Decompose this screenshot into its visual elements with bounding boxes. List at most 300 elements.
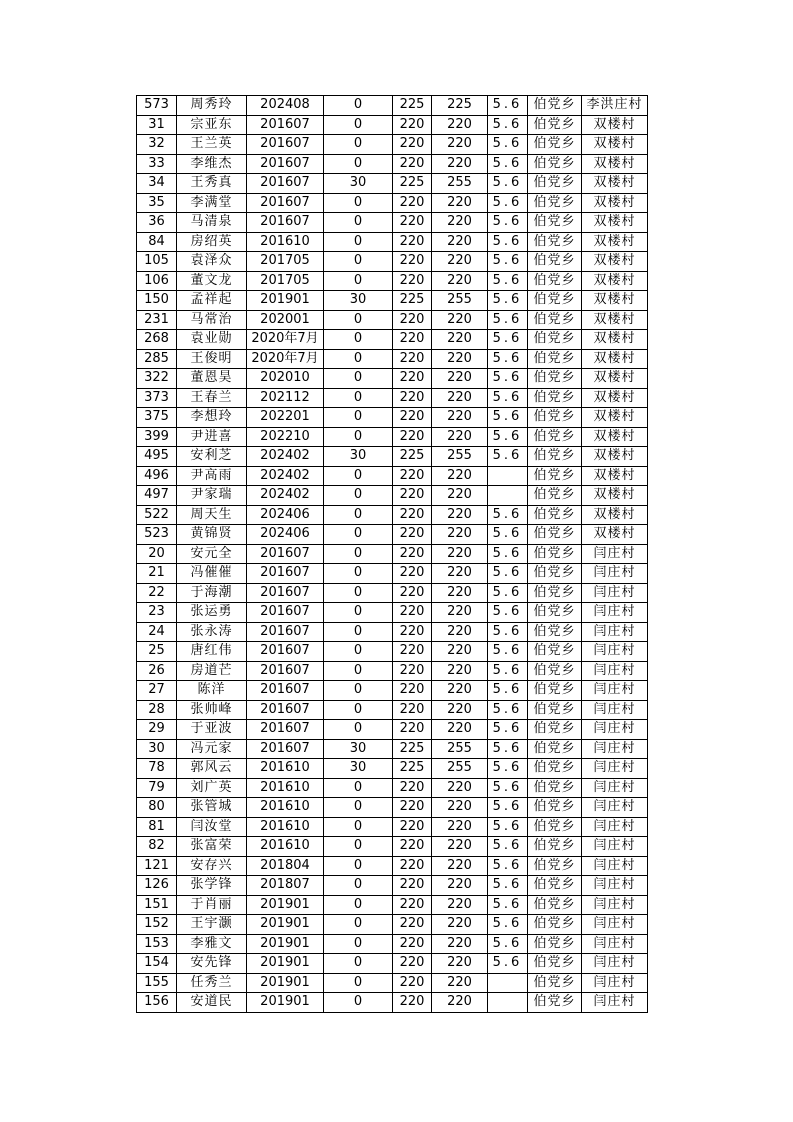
total-amount: 220 bbox=[432, 427, 488, 447]
row-number: 36 bbox=[137, 213, 177, 233]
township-name: 伯党乡 bbox=[528, 291, 582, 311]
row-number: 285 bbox=[137, 349, 177, 369]
row-number: 35 bbox=[137, 193, 177, 213]
start-date: 201607 bbox=[247, 642, 324, 662]
start-date: 202112 bbox=[247, 388, 324, 408]
village-name: 闫庄村 bbox=[582, 661, 648, 681]
supplement-amount: 0 bbox=[324, 271, 393, 291]
person-name: 李雅文 bbox=[177, 934, 247, 954]
start-date: 2020年7月 bbox=[247, 330, 324, 350]
rate-value: 5.6 bbox=[488, 954, 528, 974]
row-number: 375 bbox=[137, 408, 177, 428]
township-name: 伯党乡 bbox=[528, 642, 582, 662]
start-date: 201607 bbox=[247, 739, 324, 759]
person-name: 袁业勋 bbox=[177, 330, 247, 350]
township-name: 伯党乡 bbox=[528, 330, 582, 350]
start-date: 202408 bbox=[247, 96, 324, 116]
rate-value: 5.6 bbox=[488, 700, 528, 720]
total-amount: 220 bbox=[432, 115, 488, 135]
base-amount: 220 bbox=[393, 661, 432, 681]
row-number: 24 bbox=[137, 622, 177, 642]
township-name: 伯党乡 bbox=[528, 369, 582, 389]
person-name: 任秀兰 bbox=[177, 973, 247, 993]
rate-value: 5.6 bbox=[488, 837, 528, 857]
table-row bbox=[137, 96, 648, 116]
base-amount: 220 bbox=[393, 778, 432, 798]
township-name: 伯党乡 bbox=[528, 778, 582, 798]
village-name: 闫庄村 bbox=[582, 759, 648, 779]
start-date: 202210 bbox=[247, 427, 324, 447]
township-name: 伯党乡 bbox=[528, 408, 582, 428]
start-date: 202201 bbox=[247, 408, 324, 428]
base-amount: 220 bbox=[393, 388, 432, 408]
supplement-amount: 30 bbox=[324, 759, 393, 779]
row-number: 322 bbox=[137, 369, 177, 389]
row-number: 268 bbox=[137, 330, 177, 350]
township-name: 伯党乡 bbox=[528, 661, 582, 681]
row-number: 155 bbox=[137, 973, 177, 993]
rate-value: 5.6 bbox=[488, 778, 528, 798]
supplement-amount: 0 bbox=[324, 642, 393, 662]
total-amount: 220 bbox=[432, 330, 488, 350]
total-amount: 220 bbox=[432, 603, 488, 623]
village-name: 双楼村 bbox=[582, 291, 648, 311]
start-date: 201610 bbox=[247, 837, 324, 857]
person-name: 安元全 bbox=[177, 544, 247, 564]
person-name: 冯元家 bbox=[177, 739, 247, 759]
person-name: 尹高雨 bbox=[177, 466, 247, 486]
rate-value: 5.6 bbox=[488, 661, 528, 681]
person-name: 周天生 bbox=[177, 505, 247, 525]
start-date: 201607 bbox=[247, 174, 324, 194]
village-name: 双楼村 bbox=[582, 388, 648, 408]
person-name: 王宇灏 bbox=[177, 915, 247, 935]
table-row bbox=[137, 661, 648, 681]
township-name: 伯党乡 bbox=[528, 232, 582, 252]
township-name: 伯党乡 bbox=[528, 252, 582, 272]
row-number: 150 bbox=[137, 291, 177, 311]
supplement-amount: 0 bbox=[324, 798, 393, 818]
rate-value: 5.6 bbox=[488, 759, 528, 779]
base-amount: 225 bbox=[393, 174, 432, 194]
village-name: 闫庄村 bbox=[582, 837, 648, 857]
township-name: 伯党乡 bbox=[528, 466, 582, 486]
start-date: 201901 bbox=[247, 993, 324, 1013]
total-amount: 220 bbox=[432, 817, 488, 837]
row-number: 27 bbox=[137, 681, 177, 701]
village-name: 闫庄村 bbox=[582, 720, 648, 740]
supplement-amount: 0 bbox=[324, 349, 393, 369]
supplement-amount: 0 bbox=[324, 252, 393, 272]
township-name: 伯党乡 bbox=[528, 583, 582, 603]
township-name: 伯党乡 bbox=[528, 817, 582, 837]
base-amount: 220 bbox=[393, 213, 432, 233]
row-number: 106 bbox=[137, 271, 177, 291]
row-number: 573 bbox=[137, 96, 177, 116]
row-number: 82 bbox=[137, 837, 177, 857]
base-amount: 220 bbox=[393, 876, 432, 896]
supplement-amount: 0 bbox=[324, 603, 393, 623]
start-date: 201901 bbox=[247, 915, 324, 935]
total-amount: 220 bbox=[432, 837, 488, 857]
supplement-amount: 0 bbox=[324, 856, 393, 876]
base-amount: 225 bbox=[393, 291, 432, 311]
total-amount: 220 bbox=[432, 408, 488, 428]
supplement-amount: 0 bbox=[324, 817, 393, 837]
person-name: 于海潮 bbox=[177, 583, 247, 603]
start-date: 201607 bbox=[247, 135, 324, 155]
rate-value: 5.6 bbox=[488, 642, 528, 662]
village-name: 双楼村 bbox=[582, 427, 648, 447]
base-amount: 220 bbox=[393, 135, 432, 155]
base-amount: 220 bbox=[393, 427, 432, 447]
row-number: 78 bbox=[137, 759, 177, 779]
base-amount: 220 bbox=[393, 252, 432, 272]
row-number: 29 bbox=[137, 720, 177, 740]
rate-value: 5.6 bbox=[488, 310, 528, 330]
person-name: 闫汝堂 bbox=[177, 817, 247, 837]
base-amount: 220 bbox=[393, 798, 432, 818]
village-name: 闫庄村 bbox=[582, 973, 648, 993]
total-amount: 255 bbox=[432, 759, 488, 779]
base-amount: 225 bbox=[393, 447, 432, 467]
supplement-amount: 0 bbox=[324, 408, 393, 428]
row-number: 20 bbox=[137, 544, 177, 564]
start-date: 201607 bbox=[247, 564, 324, 584]
start-date: 201607 bbox=[247, 115, 324, 135]
start-date: 202406 bbox=[247, 505, 324, 525]
person-name: 安先锋 bbox=[177, 954, 247, 974]
supplement-amount: 0 bbox=[324, 115, 393, 135]
base-amount: 220 bbox=[393, 271, 432, 291]
row-number: 30 bbox=[137, 739, 177, 759]
village-name: 闫庄村 bbox=[582, 778, 648, 798]
person-name: 王秀真 bbox=[177, 174, 247, 194]
rate-value: 5.6 bbox=[488, 544, 528, 564]
row-number: 154 bbox=[137, 954, 177, 974]
table-row bbox=[137, 154, 648, 174]
row-number: 105 bbox=[137, 252, 177, 272]
table-row bbox=[137, 700, 648, 720]
total-amount: 220 bbox=[432, 973, 488, 993]
village-name: 闫庄村 bbox=[582, 681, 648, 701]
rate-value: 5.6 bbox=[488, 408, 528, 428]
start-date: 201607 bbox=[247, 583, 324, 603]
township-name: 伯党乡 bbox=[528, 174, 582, 194]
township-name: 伯党乡 bbox=[528, 700, 582, 720]
supplement-amount: 30 bbox=[324, 174, 393, 194]
start-date: 201607 bbox=[247, 603, 324, 623]
township-name: 伯党乡 bbox=[528, 876, 582, 896]
base-amount: 220 bbox=[393, 544, 432, 564]
village-name: 闫庄村 bbox=[582, 895, 648, 915]
table-row bbox=[137, 642, 648, 662]
table-row bbox=[137, 252, 648, 272]
base-amount: 220 bbox=[393, 954, 432, 974]
row-number: 523 bbox=[137, 525, 177, 545]
table-row bbox=[137, 622, 648, 642]
start-date: 202402 bbox=[247, 466, 324, 486]
start-date: 201901 bbox=[247, 895, 324, 915]
total-amount: 220 bbox=[432, 583, 488, 603]
township-name: 伯党乡 bbox=[528, 213, 582, 233]
supplement-amount: 0 bbox=[324, 720, 393, 740]
base-amount: 225 bbox=[393, 759, 432, 779]
person-name: 张富荣 bbox=[177, 837, 247, 857]
person-name: 马常治 bbox=[177, 310, 247, 330]
rate-value: 5.6 bbox=[488, 447, 528, 467]
rate-value bbox=[488, 973, 528, 993]
row-number: 81 bbox=[137, 817, 177, 837]
table-row bbox=[137, 115, 648, 135]
village-name: 双楼村 bbox=[582, 271, 648, 291]
township-name: 伯党乡 bbox=[528, 856, 582, 876]
row-number: 156 bbox=[137, 993, 177, 1013]
township-name: 伯党乡 bbox=[528, 544, 582, 564]
person-name: 唐红伟 bbox=[177, 642, 247, 662]
rate-value bbox=[488, 466, 528, 486]
rate-value: 5.6 bbox=[488, 96, 528, 116]
table-row bbox=[137, 564, 648, 584]
person-name: 房道芒 bbox=[177, 661, 247, 681]
base-amount: 220 bbox=[393, 973, 432, 993]
village-name: 闫庄村 bbox=[582, 876, 648, 896]
rate-value: 5.6 bbox=[488, 115, 528, 135]
total-amount: 220 bbox=[432, 369, 488, 389]
person-name: 张帅峰 bbox=[177, 700, 247, 720]
person-name: 王兰英 bbox=[177, 135, 247, 155]
person-name: 于肖丽 bbox=[177, 895, 247, 915]
person-name: 李维杰 bbox=[177, 154, 247, 174]
village-name: 李洪庄村 bbox=[582, 96, 648, 116]
total-amount: 220 bbox=[432, 798, 488, 818]
village-name: 闫庄村 bbox=[582, 564, 648, 584]
base-amount: 220 bbox=[393, 817, 432, 837]
total-amount: 220 bbox=[432, 466, 488, 486]
person-name: 于亚波 bbox=[177, 720, 247, 740]
table-row bbox=[137, 427, 648, 447]
rate-value: 5.6 bbox=[488, 564, 528, 584]
supplement-amount: 0 bbox=[324, 213, 393, 233]
total-amount: 220 bbox=[432, 486, 488, 506]
total-amount: 220 bbox=[432, 544, 488, 564]
table-row bbox=[137, 603, 648, 623]
supplement-amount: 0 bbox=[324, 525, 393, 545]
base-amount: 220 bbox=[393, 915, 432, 935]
start-date: 201705 bbox=[247, 252, 324, 272]
row-number: 79 bbox=[137, 778, 177, 798]
village-name: 双楼村 bbox=[582, 486, 648, 506]
supplement-amount: 0 bbox=[324, 681, 393, 701]
total-amount: 220 bbox=[432, 232, 488, 252]
row-number: 34 bbox=[137, 174, 177, 194]
village-name: 双楼村 bbox=[582, 505, 648, 525]
rate-value: 5.6 bbox=[488, 369, 528, 389]
base-amount: 220 bbox=[393, 583, 432, 603]
rate-value: 5.6 bbox=[488, 213, 528, 233]
township-name: 伯党乡 bbox=[528, 96, 582, 116]
township-name: 伯党乡 bbox=[528, 154, 582, 174]
village-name: 闫庄村 bbox=[582, 544, 648, 564]
supplement-amount: 0 bbox=[324, 193, 393, 213]
base-amount: 220 bbox=[393, 232, 432, 252]
supplement-amount: 0 bbox=[324, 135, 393, 155]
table-row bbox=[137, 973, 648, 993]
base-amount: 220 bbox=[393, 564, 432, 584]
rate-value: 5.6 bbox=[488, 193, 528, 213]
start-date: 201607 bbox=[247, 213, 324, 233]
row-number: 496 bbox=[137, 466, 177, 486]
table-row bbox=[137, 915, 648, 935]
base-amount: 220 bbox=[393, 720, 432, 740]
village-name: 双楼村 bbox=[582, 349, 648, 369]
table-row bbox=[137, 349, 648, 369]
base-amount: 220 bbox=[393, 603, 432, 623]
supplement-amount: 0 bbox=[324, 427, 393, 447]
supplement-amount: 0 bbox=[324, 388, 393, 408]
start-date: 201807 bbox=[247, 876, 324, 896]
rate-value: 5.6 bbox=[488, 135, 528, 155]
rate-value: 5.6 bbox=[488, 895, 528, 915]
row-number: 26 bbox=[137, 661, 177, 681]
table-row bbox=[137, 193, 648, 213]
total-amount: 220 bbox=[432, 778, 488, 798]
township-name: 伯党乡 bbox=[528, 681, 582, 701]
table-row bbox=[137, 388, 648, 408]
village-name: 双楼村 bbox=[582, 193, 648, 213]
total-amount: 220 bbox=[432, 876, 488, 896]
table-row bbox=[137, 895, 648, 915]
table-row bbox=[137, 544, 648, 564]
village-name: 闫庄村 bbox=[582, 642, 648, 662]
supplement-amount: 0 bbox=[324, 583, 393, 603]
supplement-amount: 0 bbox=[324, 544, 393, 564]
township-name: 伯党乡 bbox=[528, 739, 582, 759]
village-name: 双楼村 bbox=[582, 115, 648, 135]
person-name: 孟祥起 bbox=[177, 291, 247, 311]
table-row bbox=[137, 739, 648, 759]
total-amount: 255 bbox=[432, 174, 488, 194]
person-name: 张永涛 bbox=[177, 622, 247, 642]
village-name: 闫庄村 bbox=[582, 583, 648, 603]
table-row bbox=[137, 837, 648, 857]
person-name: 董文龙 bbox=[177, 271, 247, 291]
row-number: 33 bbox=[137, 154, 177, 174]
township-name: 伯党乡 bbox=[528, 447, 582, 467]
table-row bbox=[137, 954, 648, 974]
village-name: 双楼村 bbox=[582, 174, 648, 194]
township-name: 伯党乡 bbox=[528, 934, 582, 954]
supplement-amount: 0 bbox=[324, 700, 393, 720]
total-amount: 220 bbox=[432, 564, 488, 584]
start-date: 201607 bbox=[247, 661, 324, 681]
base-amount: 225 bbox=[393, 739, 432, 759]
rate-value: 5.6 bbox=[488, 154, 528, 174]
township-name: 伯党乡 bbox=[528, 622, 582, 642]
supplement-amount: 0 bbox=[324, 310, 393, 330]
start-date: 201607 bbox=[247, 622, 324, 642]
township-name: 伯党乡 bbox=[528, 993, 582, 1013]
start-date: 201901 bbox=[247, 954, 324, 974]
table-row bbox=[137, 466, 648, 486]
person-name: 房绍英 bbox=[177, 232, 247, 252]
start-date: 201607 bbox=[247, 700, 324, 720]
base-amount: 220 bbox=[393, 993, 432, 1013]
table-row bbox=[137, 486, 648, 506]
supplement-amount: 0 bbox=[324, 369, 393, 389]
total-amount: 220 bbox=[432, 135, 488, 155]
total-amount: 255 bbox=[432, 291, 488, 311]
person-name: 李满堂 bbox=[177, 193, 247, 213]
supplement-amount: 0 bbox=[324, 622, 393, 642]
table-row bbox=[137, 583, 648, 603]
supplement-amount: 0 bbox=[324, 934, 393, 954]
row-number: 28 bbox=[137, 700, 177, 720]
data-table bbox=[136, 95, 648, 1013]
table-row bbox=[137, 291, 648, 311]
start-date: 202001 bbox=[247, 310, 324, 330]
total-amount: 220 bbox=[432, 271, 488, 291]
rate-value: 5.6 bbox=[488, 291, 528, 311]
rate-value: 5.6 bbox=[488, 720, 528, 740]
village-name: 闫庄村 bbox=[582, 993, 648, 1013]
base-amount: 220 bbox=[393, 700, 432, 720]
start-date: 201901 bbox=[247, 973, 324, 993]
supplement-amount: 0 bbox=[324, 486, 393, 506]
person-name: 袁泽众 bbox=[177, 252, 247, 272]
table-row bbox=[137, 681, 648, 701]
village-name: 闫庄村 bbox=[582, 739, 648, 759]
supplement-amount: 0 bbox=[324, 973, 393, 993]
base-amount: 220 bbox=[393, 193, 432, 213]
person-name: 李想玲 bbox=[177, 408, 247, 428]
township-name: 伯党乡 bbox=[528, 973, 582, 993]
row-number: 23 bbox=[137, 603, 177, 623]
base-amount: 220 bbox=[393, 349, 432, 369]
township-name: 伯党乡 bbox=[528, 505, 582, 525]
supplement-amount: 30 bbox=[324, 291, 393, 311]
rate-value: 5.6 bbox=[488, 252, 528, 272]
total-amount: 220 bbox=[432, 993, 488, 1013]
rate-value: 5.6 bbox=[488, 388, 528, 408]
base-amount: 225 bbox=[393, 96, 432, 116]
base-amount: 220 bbox=[393, 642, 432, 662]
base-amount: 220 bbox=[393, 895, 432, 915]
table-row bbox=[137, 934, 648, 954]
table-row bbox=[137, 720, 648, 740]
start-date: 201610 bbox=[247, 817, 324, 837]
row-number: 22 bbox=[137, 583, 177, 603]
village-name: 闫庄村 bbox=[582, 817, 648, 837]
person-name: 王春兰 bbox=[177, 388, 247, 408]
start-date: 201901 bbox=[247, 934, 324, 954]
township-name: 伯党乡 bbox=[528, 798, 582, 818]
township-name: 伯党乡 bbox=[528, 427, 582, 447]
row-number: 126 bbox=[137, 876, 177, 896]
rate-value: 5.6 bbox=[488, 330, 528, 350]
row-number: 80 bbox=[137, 798, 177, 818]
start-date: 201607 bbox=[247, 154, 324, 174]
base-amount: 220 bbox=[393, 330, 432, 350]
total-amount: 220 bbox=[432, 856, 488, 876]
person-name: 周秀玲 bbox=[177, 96, 247, 116]
table-row bbox=[137, 525, 648, 545]
village-name: 双楼村 bbox=[582, 213, 648, 233]
rate-value: 5.6 bbox=[488, 232, 528, 252]
township-name: 伯党乡 bbox=[528, 271, 582, 291]
village-name: 双楼村 bbox=[582, 369, 648, 389]
supplement-amount: 0 bbox=[324, 505, 393, 525]
